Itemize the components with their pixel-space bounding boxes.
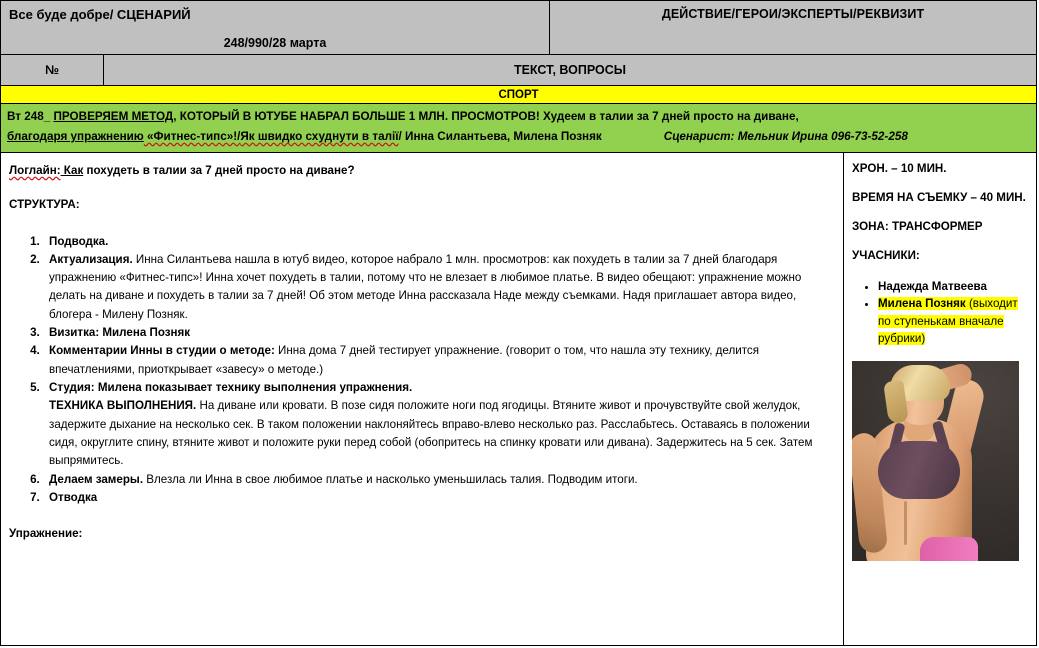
action-heroes-experts-props-label: ДЕЙСТВИЕ/ГЕРОИ/ЭКСПЕРТЫ/РЕКВИЗИТ xyxy=(661,7,925,21)
logline-label: Логлайн: xyxy=(9,163,61,177)
step-2-text: Инна Силантьева нашла в ютуб видео, которое набрало 1 млн. просмотров: как похудеть в талии за 7 дней благодаря упражнению «Фитнес-типс»! Инна хочет похудеть в талии, потому что не влезает в любимое платье. В видео обещают: упражнение можно делать на диване и похудеть в талии за 7 дней! Об этом методе Инна рассказала Наде между съемками. Надя приглашает автора видео, блогера - Милену Позняк. xyxy=(49,252,802,321)
step-6-title: Делаем замеры. xyxy=(49,472,144,486)
headline-line-2 xyxy=(7,128,1030,147)
technique-block xyxy=(49,397,833,470)
logline-link[interactable]: Как xyxy=(60,163,84,177)
screenwriter-credit: Сценарист: Мельник Ирина 096-73-52-258 xyxy=(663,129,908,143)
shooting-time-line: ВРЕМЯ НА СЪЕМКУ – 40 МИН. xyxy=(852,190,1026,204)
participant-1-name: Надежда Матвеева xyxy=(878,279,987,293)
step-6-text: Влезла ли Инна в свое любимое платье и насколько уменьшилась талия. Подводим итоги. xyxy=(143,472,638,486)
step-5-title: Студия: Милена показывает технику выполнения упражнения. xyxy=(49,381,413,395)
production-info-column xyxy=(844,153,1036,645)
side-gap-1 xyxy=(852,175,1028,191)
column-header-text-questions: ТЕКСТ, ВОПРОСЫ xyxy=(513,63,627,77)
headline-brand-fitness-tips: «Фитнес-типс»!/ xyxy=(143,129,241,143)
side-gap-4 xyxy=(852,262,1028,278)
participant-2-note: (выходит по ступенькам вначале рубрики) xyxy=(878,297,1018,346)
structure-label: СТРУКТУРА: xyxy=(9,198,80,212)
document-header xyxy=(1,1,1036,55)
document-body xyxy=(1,153,1036,645)
table-column-headers xyxy=(1,55,1036,86)
step-1-title: Подводка. xyxy=(49,234,109,248)
step-2-title: Актуализация. xyxy=(49,252,133,266)
headline-underlined-thanks-exercise[interactable]: благодаря упражнению xyxy=(7,129,144,143)
technique-label: ТЕХНИКА ВЫПОЛНЕНИЯ. xyxy=(49,399,197,413)
step-4-title: Комментарии Инны в студии о методе: xyxy=(49,344,275,358)
side-gap-3 xyxy=(852,233,1028,249)
episode-code: 248/990/28 марта xyxy=(223,36,327,50)
photo-sports-bra xyxy=(878,441,960,499)
zone-line: ЗОНА: ТРАНСФОРМЕР xyxy=(852,219,983,233)
chronometry-line: ХРОН. – 10 МИН. xyxy=(852,161,947,175)
exercise-label: Упражнение: xyxy=(9,527,83,541)
photo-bottoms xyxy=(920,537,978,561)
step-item-5 xyxy=(43,379,833,471)
headline-presenters: / Инна Силантьева, Милена Позняк xyxy=(398,129,602,143)
step-item-2 xyxy=(43,251,833,324)
step-item-1 xyxy=(43,233,833,251)
structure-steps-list xyxy=(9,233,833,508)
main-script-column xyxy=(1,153,844,645)
headline-line-1-rest: , КОТОРЫЙ В ЮТУБЕ НАБРАЛ БОЛЬШЕ 1 МЛН. ПРОСМОТРОВ! Худеем в талии за 7 дней просто на диване, xyxy=(173,110,799,123)
step-7-title: Отводка xyxy=(49,490,98,504)
rubric-sport-band xyxy=(1,86,1036,104)
spacer-1 xyxy=(9,182,833,196)
step-item-6 xyxy=(43,471,833,489)
step-3-title: Визитка: Милена Позняк xyxy=(49,326,191,340)
participant-2-name: Милена Позняк xyxy=(878,297,966,311)
rubric-sport-label: СПОРТ xyxy=(498,88,539,101)
step-item-3 xyxy=(43,324,833,342)
technique-text: На диване или кровати. В позе сидя положите ноги под ягодицы. Втяните живот и прочувствуйте свой желудок, задержите дыхание на несколько сек. В таком положении наклоняйтесь вправо-влево несколько раз. Расслабьтесь. Оставаясь в положении сидя, округлите спину, втяните живот и положите руки перед собой (обопритесь на спинку кровати или дивана). Задержитесь на 5 сек. Затем выпрямитесь. xyxy=(49,399,813,468)
logline-row xyxy=(9,162,833,180)
step-item-7 xyxy=(43,489,833,507)
headline-underlined-method[interactable]: ПРОВЕРЯЕМ МЕТОД xyxy=(53,110,174,123)
episode-headline-band xyxy=(1,104,1036,153)
header-left-cell xyxy=(1,1,550,54)
step-item-4 xyxy=(43,342,833,379)
photo-abs-line xyxy=(904,501,907,545)
headline-ukrainian-title[interactable]: Як швидко схуднути в талії xyxy=(240,129,399,143)
participant-photo xyxy=(852,361,1019,561)
header-right-cell xyxy=(550,1,1036,54)
step-4-text: Инна дома 7 дней тестирует упражнение. (говорит о том, что нашла эту технику, делится впечатлениями, приоткрывает «завесу» о методе.) xyxy=(49,344,759,376)
participant-item-2 xyxy=(878,295,1028,347)
participant-item-1 xyxy=(878,278,1028,295)
participants-label: УЧАСНИКИ: xyxy=(852,248,920,262)
participants-list xyxy=(852,278,1028,348)
headline-line-1 xyxy=(7,108,1030,127)
headline-prefix: Вт 248_ xyxy=(7,110,54,123)
spacer-2 xyxy=(9,219,833,233)
column-header-number: № xyxy=(1,55,104,85)
logline-text: похудеть в талии за 7 дней просто на диване? xyxy=(83,163,355,177)
side-gap-2 xyxy=(852,204,1028,220)
program-title: Все буде добре/ СЦЕНАРИЙ xyxy=(9,7,191,22)
